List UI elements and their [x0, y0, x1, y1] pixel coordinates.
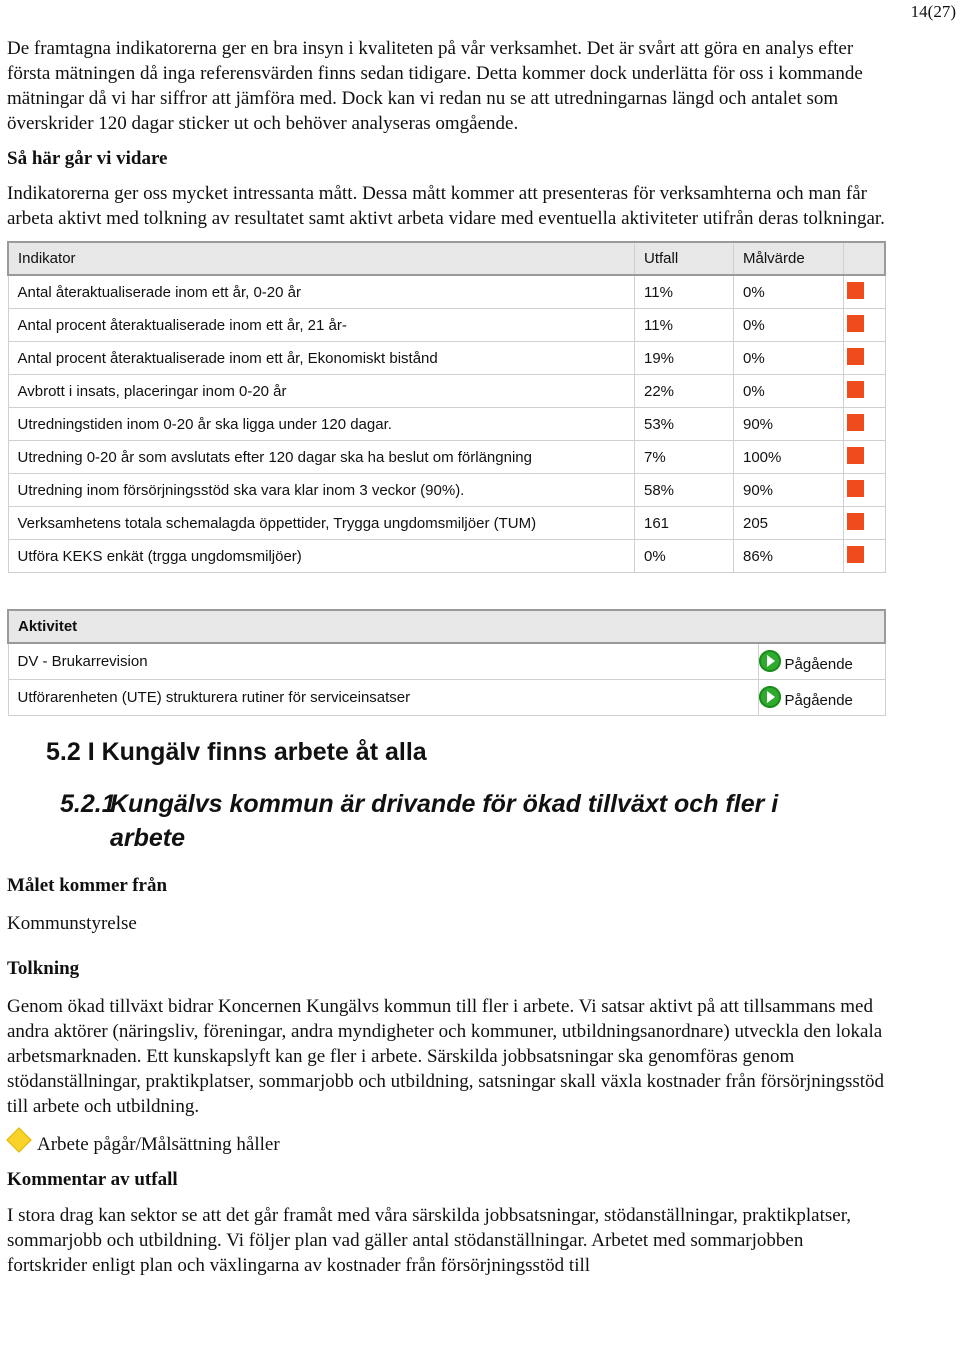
goal-status: [7, 1131, 887, 1157]
indicator-name: Utföra KEKS enkät (trgga ungdomsmiljöer): [8, 540, 635, 573]
activity-table-header: [8, 610, 885, 643]
indicator-outcome: 11%: [635, 309, 734, 342]
red-square-status-icon: [847, 480, 864, 497]
indicator-name: Utredning 0-20 år som avslutats efter 120 dagar ska ha beslut om förlängning: [8, 441, 635, 474]
subsection-title: Kungälvs kommun är drivande för ökad tillväxt och fler i arbete: [110, 790, 779, 852]
activity-name: Utförarenheten (UTE) strukturera rutiner för serviceinsatser: [8, 680, 758, 716]
indicator-table: [7, 241, 886, 573]
indicator-target: 0%: [734, 275, 844, 309]
indicator-outcome: 161: [635, 507, 734, 540]
indicator-status: [844, 540, 886, 573]
indicator-status: [844, 408, 886, 441]
goal-status-text: Arbete pågår/Målsättning håller: [37, 1134, 280, 1155]
indicator-row: [8, 309, 885, 342]
indicator-name: Utredningstiden inom 0-20 år ska ligga under 120 dagar.: [8, 408, 635, 441]
indicator-outcome: 19%: [635, 342, 734, 375]
red-square-status-icon: [847, 447, 864, 464]
comment-paragraph: I stora drag kan sektor se att det går framåt med våra särskilda jobbsatsningar, stödanställningar, praktikplatser, sommarjobb och utbildning. Vi följer plan vad gäller antal stödanställningar. Arbetet med sommarjobben fortskrider enligt plan och växlingarna av kostnader från försörjningsstöd till: [7, 1205, 852, 1276]
activity-status: [758, 643, 885, 680]
indicator-name: Avbrott i insats, placeringar inom 0-20 år: [8, 375, 635, 408]
header-outcome: Utfall: [635, 242, 734, 275]
indicator-row: [8, 375, 885, 408]
activity-row: [8, 680, 885, 716]
indicator-status: [844, 342, 886, 375]
header-activity: Aktivitet: [8, 610, 885, 643]
indicator-outcome: 7%: [635, 441, 734, 474]
indicator-row: [8, 342, 885, 375]
red-square-status-icon: [847, 282, 864, 299]
activity-status-label: Pågående: [784, 692, 853, 709]
green-play-icon: [759, 650, 781, 672]
indicator-row: [8, 408, 885, 441]
next-steps-heading: Så här går vi vidare: [7, 148, 168, 169]
indicator-target: 100%: [734, 441, 844, 474]
indicator-target: 0%: [734, 342, 844, 375]
indicator-name: Utredning inom försörjningsstöd ska vara klar inom 3 veckor (90%).: [8, 474, 635, 507]
comment-heading: Kommentar av utfall: [7, 1169, 178, 1190]
activity-table: [7, 609, 886, 716]
indicator-status: [844, 441, 886, 474]
indicator-target: 0%: [734, 375, 844, 408]
indicator-outcome: 22%: [635, 375, 734, 408]
indicator-outcome: 0%: [635, 540, 734, 573]
indicator-target: 90%: [734, 408, 844, 441]
indicator-target: 205: [734, 507, 844, 540]
header-indicator: Indikator: [8, 242, 635, 275]
indicator-row: [8, 507, 885, 540]
indicator-target: 0%: [734, 309, 844, 342]
indicator-row: [8, 540, 885, 573]
red-square-status-icon: [847, 513, 864, 530]
indicator-table-header: [8, 242, 885, 275]
activity-status: [758, 680, 885, 716]
indicator-name: Antal procent återaktualiserade inom ett år, Ekonomiskt bistånd: [8, 342, 635, 375]
subsection-heading: [60, 787, 887, 855]
red-square-status-icon: [847, 546, 864, 563]
indicator-row: [8, 474, 885, 507]
red-square-status-icon: [847, 414, 864, 431]
indicator-target: 86%: [734, 540, 844, 573]
interpretation-paragraph: Genom ökad tillväxt bidrar Koncernen Kungälvs kommun till fler i arbete. Vi satsar aktivt på att tillsammans med andra aktörer (näringsliv, föreningar, andra myndigheter och kommuner, utbildningsanordnare) utveckla den lokala arbetsmarknaden. Ett kunskapslyft kan ge fler i arbete. Särskilda jobbsatsningar ska genomföras genom stödanställningar, praktikplatser, sommarjobb och utbildning, satsningar skall växla kostnader från försörjningsstöd till arbete och utbildning.: [7, 996, 885, 1117]
header-status: [844, 242, 886, 275]
subsection-number: 5.2.1: [60, 790, 116, 818]
indicator-target: 90%: [734, 474, 844, 507]
header-target: Målvärde: [734, 242, 844, 275]
goal-from-heading: Målet kommer från: [7, 875, 168, 896]
indicator-status: [844, 474, 886, 507]
indicator-name: Verksamhetens totala schemalagda öppettider, Trygga ungdomsmiljöer (TUM): [8, 507, 635, 540]
next-steps-paragraph: Indikatorerna ger oss mycket intressanta mått. Dessa mått kommer att presenteras för verksamhterna och man får arbeta aktivt med tolkning av resultatet samt aktivt arbeta vidare med eventuella aktiviteter utifrån deras tolkningar.: [7, 183, 885, 229]
indicator-row: [8, 275, 885, 309]
indicator-outcome: 58%: [635, 474, 734, 507]
green-play-icon: [759, 686, 781, 708]
red-square-status-icon: [847, 348, 864, 365]
red-square-status-icon: [847, 381, 864, 398]
section-heading: 5.2 I Kungälv finns arbete åt alla: [46, 738, 427, 766]
indicator-name: Antal återaktualiserade inom ett år, 0-20 år: [8, 275, 635, 309]
goal-from-value: Kommunstyrelse: [7, 913, 137, 934]
red-square-status-icon: [847, 315, 864, 332]
document-body: [7, 36, 887, 1278]
indicator-outcome: 53%: [635, 408, 734, 441]
indicator-status: [844, 375, 886, 408]
indicator-outcome: 11%: [635, 275, 734, 309]
intro-paragraph: De framtagna indikatorerna ger en bra insyn i kvaliteten på vår verksamhet. Det är svårt att göra en analys efter första mätningen då inga referensvärden finns sedan tidigare. Detta kommer dock underlätta för oss i kommande mätningar då vi har siffror att jämföra med. Dock kan vi redan nu se att utredningarnas längd och antalet som överskrider 120 dagar sticker ut och behöver analyseras omgående.: [7, 38, 863, 134]
indicator-row: [8, 441, 885, 474]
activity-name: DV - Brukarrevision: [8, 643, 758, 680]
indicator-status: [844, 309, 886, 342]
indicator-name: Antal procent återaktualiserade inom ett år, 21 år-: [8, 309, 635, 342]
page-number: 14(27): [910, 2, 956, 21]
activity-row: [8, 643, 885, 680]
indicator-status: [844, 507, 886, 540]
interpretation-heading: Tolkning: [7, 958, 80, 979]
yellow-diamond-icon: [6, 1127, 31, 1152]
indicator-status: [844, 275, 886, 309]
activity-status-label: Pågående: [784, 656, 853, 673]
